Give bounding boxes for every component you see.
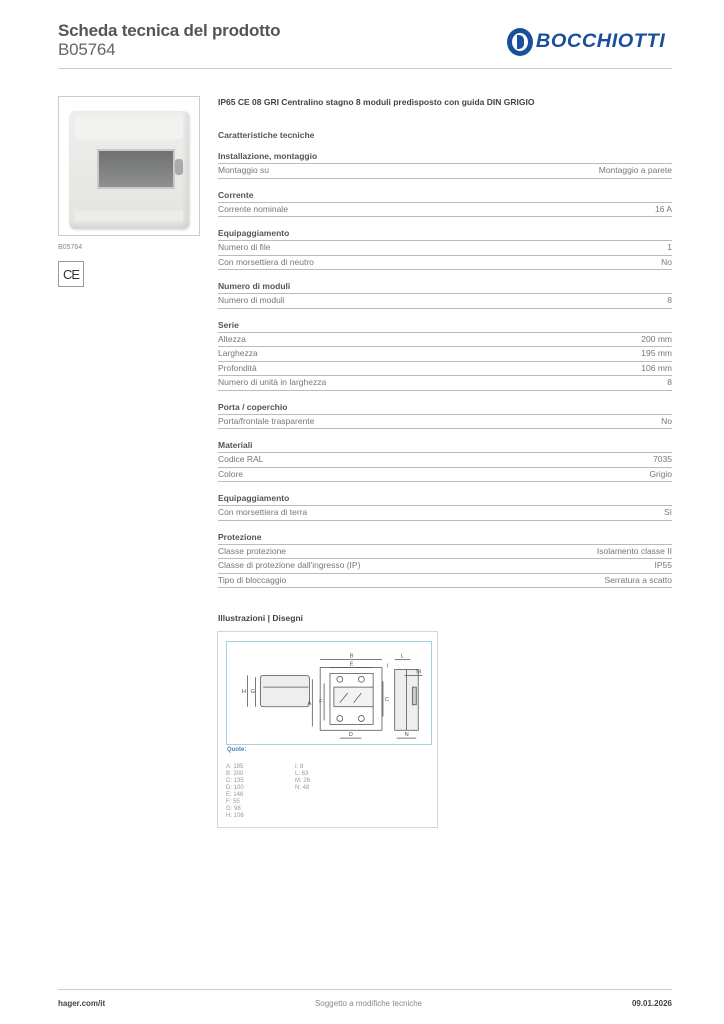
spec-label: Numero di file — [218, 242, 271, 252]
spec-label: Con morsettiera di neutro — [218, 256, 314, 267]
product-name: IP65 CE 08 GRI Centralino stagno 8 moduli predisposto con guida DIN GRIGIO — [218, 97, 535, 107]
spec-group-title: Serie — [218, 320, 672, 333]
disclaimer: Soggetto a modifiche tecniche — [314, 999, 423, 1008]
brand-mark-icon — [507, 28, 533, 56]
spec-label: Classe di protezione dall'ingresso (IP) — [218, 560, 361, 570]
spec-group — [218, 532, 672, 589]
dimension-value: B: 200 — [226, 771, 244, 777]
spec-group-title: Corrente — [218, 190, 672, 203]
spec-label: Codice RAL — [218, 454, 264, 464]
spec-label: Porta/frontale trasparente — [218, 415, 315, 426]
spec-value: 8 — [667, 295, 672, 305]
spec-label: Colore — [218, 468, 244, 479]
spec-label: Classe protezione — [218, 545, 287, 556]
spec-value: No — [661, 256, 672, 267]
spec-label: Altezza — [218, 333, 246, 344]
page-title: Scheda tecnica del prodotto — [58, 21, 281, 40]
spec-group — [218, 190, 672, 218]
dimensions-list-right — [295, 764, 310, 792]
spec-group — [218, 402, 672, 430]
spec-group — [218, 440, 672, 482]
spec-row — [218, 545, 672, 560]
dimension-value: C: 135 — [226, 778, 244, 784]
svg-text:G: G — [250, 689, 256, 695]
spec-group — [218, 281, 672, 309]
spec-value: 8 — [667, 377, 672, 387]
spec-value: Isolamento classe II — [596, 545, 672, 556]
spec-label: Montaggio su — [218, 165, 270, 175]
svg-text:I: I — [386, 663, 389, 670]
spec-group-title: Protezione — [218, 532, 672, 545]
spec-label: Profondità — [218, 362, 257, 373]
spec-value: 195 mm — [641, 348, 672, 358]
dimension-value: I: 8 — [295, 764, 304, 770]
dimension-value: G: 98 — [226, 806, 241, 812]
spec-group-title: Numero di moduli — [218, 281, 672, 294]
product-media — [58, 96, 200, 287]
spec-group-title: Equipaggiamento — [218, 493, 672, 506]
spec-value: Grigio — [649, 468, 672, 479]
spec-group-title: Materiali — [218, 440, 672, 453]
spec-value: 16 A — [654, 203, 672, 214]
spec-label: Con morsettiera di terra — [218, 507, 308, 517]
svg-text:B: B — [349, 653, 354, 660]
spec-row — [218, 415, 672, 430]
spec-column — [218, 97, 672, 588]
dimensions-list-left — [226, 764, 244, 820]
dimensions-legend-title: Quote: — [227, 747, 247, 753]
dimension-value: L: 63 — [295, 771, 309, 777]
product-image — [58, 96, 200, 236]
spec-section-title: Caratteristiche tecniche — [218, 130, 315, 140]
dimension-value: H: 106 — [226, 813, 244, 819]
spec-value: 200 mm — [641, 333, 672, 344]
spec-label: Larghezza — [218, 348, 258, 358]
dimension-value: D: 100 — [226, 785, 244, 791]
lock-icon — [175, 159, 183, 175]
page-header — [58, 22, 672, 70]
spec-value: Serratura a scatto — [604, 574, 672, 585]
svg-text:L: L — [400, 653, 404, 660]
dimension-value: M: 26 — [295, 778, 311, 784]
spec-row — [218, 453, 672, 468]
spec-row — [218, 468, 672, 483]
spec-row — [218, 574, 672, 589]
brand-logo — [507, 28, 666, 56]
spec-value: 1 — [667, 242, 672, 252]
spec-label: Numero di moduli — [218, 295, 285, 305]
spec-group-title: Porta / coperchio — [218, 402, 672, 415]
enclosure-illustration — [69, 111, 189, 229]
spec-value: Sì — [663, 507, 672, 517]
svg-text:A: A — [307, 700, 312, 707]
spec-row — [218, 347, 672, 362]
spec-row — [218, 294, 672, 309]
spec-groups — [218, 151, 672, 588]
spec-row — [218, 164, 672, 179]
spec-group — [218, 320, 672, 391]
spec-label: Numero di unità in larghezza — [218, 377, 327, 387]
spec-label: Tipo di bloccaggio — [218, 574, 287, 585]
svg-text:H: H — [241, 689, 246, 695]
spec-row — [218, 256, 672, 271]
spec-row — [218, 203, 672, 218]
technical-drawing-panel — [217, 631, 438, 828]
spec-value: Montaggio a parete — [598, 165, 672, 175]
svg-text:E: E — [349, 661, 354, 668]
header-divider — [58, 68, 672, 69]
spec-row — [218, 241, 672, 256]
spec-group-title: Installazione, montaggio — [218, 151, 672, 164]
illustrations-title: Illustrazioni | Disegni — [218, 613, 304, 623]
print-date: 09.01.2026 — [631, 999, 672, 1008]
ce-mark-icon: CE — [58, 261, 84, 287]
product-code: B05764 — [58, 40, 116, 59]
dimension-value: E: 146 — [226, 792, 244, 798]
brand-name: BOCCHIOTTI — [535, 31, 666, 52]
page-footer — [58, 999, 672, 1008]
spec-group-title: Equipaggiamento — [218, 228, 672, 241]
spec-value: 106 mm — [641, 362, 672, 373]
dimension-value: F: 55 — [226, 799, 240, 805]
spec-value: No — [661, 415, 672, 426]
svg-text:M: M — [416, 669, 422, 676]
image-caption: B05764 — [58, 244, 83, 251]
spec-row — [218, 333, 672, 348]
dimension-value: A: 195 — [226, 764, 244, 770]
spec-row — [218, 362, 672, 377]
spec-group — [218, 493, 672, 521]
spec-row — [218, 506, 672, 521]
svg-text:D: D — [348, 732, 353, 739]
spec-label: Corrente nominale — [218, 203, 288, 214]
spec-row — [218, 559, 672, 574]
dimension-value: N: 48 — [295, 785, 310, 791]
svg-text:N: N — [404, 732, 409, 739]
svg-text:C: C — [384, 696, 390, 703]
svg-text:F: F — [319, 698, 323, 705]
footer-divider — [58, 989, 672, 990]
spec-value: IP55 — [654, 560, 672, 570]
spec-value: 7035 — [653, 454, 672, 464]
dimension-drawing — [226, 641, 432, 745]
spec-group — [218, 151, 672, 179]
spec-row — [218, 376, 672, 391]
spec-group — [218, 228, 672, 270]
enclosure-window — [97, 149, 175, 189]
website-link[interactable]: hager.com/it — [58, 999, 106, 1008]
